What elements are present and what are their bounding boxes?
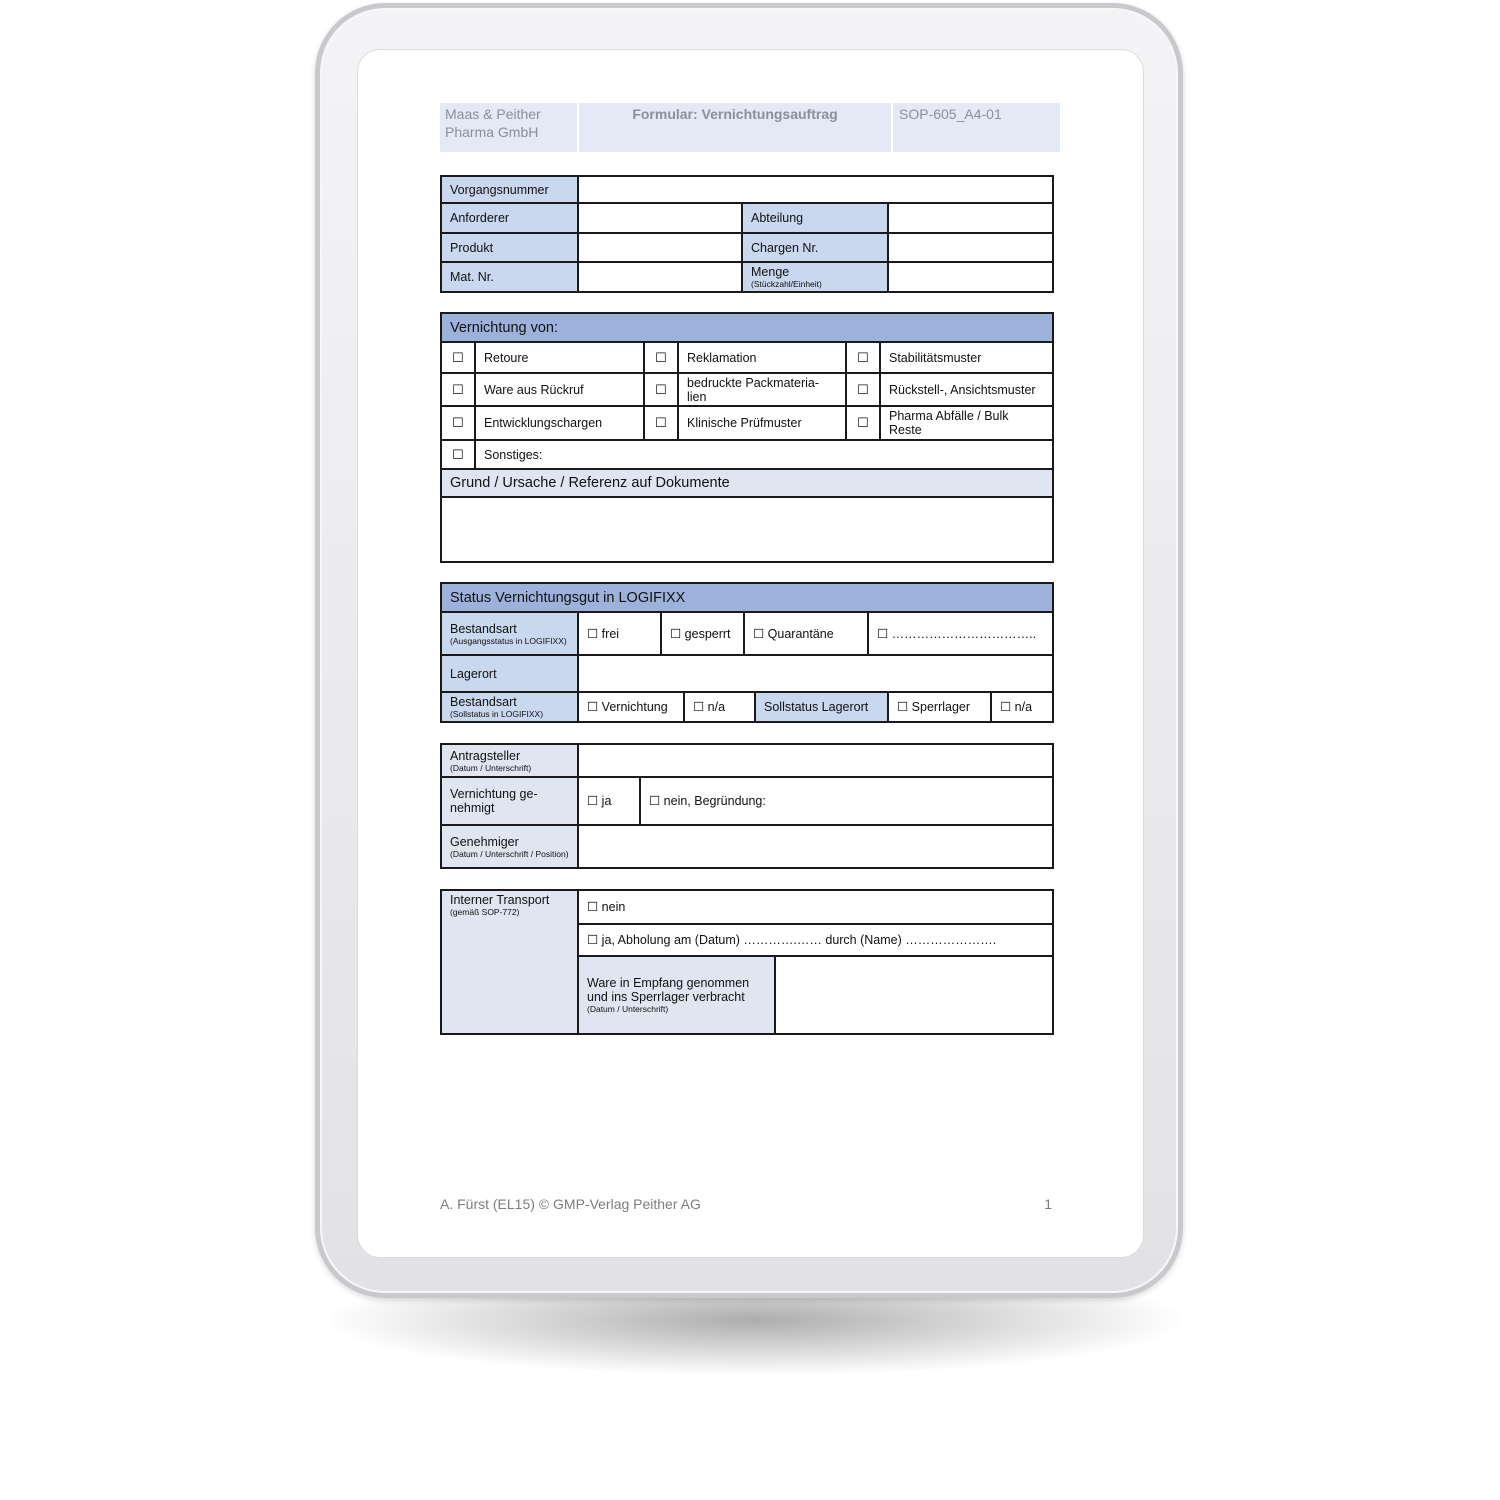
rueckruf-label: Ware aus Rückruf <box>475 373 644 406</box>
ware-empfang-label: Ware in Empfang genommen und ins Sperrlager verbracht (Datum / Unterschrift) <box>578 956 775 1034</box>
rueckstellmuster-checkbox[interactable]: ☐ <box>846 373 880 406</box>
status-logifixx-table <box>440 582 1054 723</box>
chargen-nr-field[interactable] <box>888 233 1053 262</box>
na-option[interactable]: ☐ n/a <box>684 692 755 722</box>
sonstiges-field[interactable]: Sonstiges: <box>475 440 1053 469</box>
menge-field[interactable] <box>888 262 1053 292</box>
na2-option[interactable]: ☐ n/a <box>991 692 1053 722</box>
mat-nr-label: Mat. Nr. <box>441 262 578 292</box>
grund-field[interactable] <box>441 497 1053 562</box>
genehmiger-field[interactable] <box>578 825 1053 868</box>
produkt-label: Produkt <box>441 233 578 262</box>
packmaterialien-label: bedruckte Packmateria-lien <box>678 373 846 406</box>
document-header <box>440 103 1060 152</box>
entwicklungschargen-checkbox[interactable]: ☐ <box>441 406 475 440</box>
grund-heading: Grund / Ursache / Referenz auf Dokumente <box>441 469 1053 497</box>
pruefmuster-label: Klinische Prüfmuster <box>678 406 846 440</box>
abteilung-field[interactable] <box>888 203 1053 233</box>
retoure-checkbox[interactable]: ☐ <box>441 342 475 373</box>
rueckstellmuster-label: Rückstell-, Ansichtsmuster <box>880 373 1053 406</box>
transport-ja-abholung-option[interactable]: ☐ ja, Abholung am (Datum) ………….…… durch (Name) …………………. <box>578 924 1053 956</box>
rueckruf-checkbox[interactable]: ☐ <box>441 373 475 406</box>
approval-table <box>440 743 1054 869</box>
stabilitaetsmuster-label: Stabilitätsmuster <box>880 342 1053 373</box>
sollstatus-lagerort-label: Sollstatus Lagerort <box>755 692 888 722</box>
vernichtung-heading: Vernichtung von: <box>441 313 1053 342</box>
vernichtung-option[interactable]: ☐ Vernichtung <box>578 692 684 722</box>
other-status-option[interactable]: ☐ …………………………….. <box>868 612 1053 655</box>
vorgangsnummer-field[interactable] <box>578 176 1053 203</box>
pharma-abfaelle-checkbox[interactable]: ☐ <box>846 406 880 440</box>
packmaterialien-checkbox[interactable]: ☐ <box>644 373 678 406</box>
reklamation-checkbox[interactable]: ☐ <box>644 342 678 373</box>
company-name: Maas & Peither Pharma GmbH <box>440 103 577 152</box>
bestandsart-ausgang-label: Bestandsart (Ausgangsstatus in LOGIFIXX) <box>441 612 578 655</box>
status-heading: Status Vernichtungsgut in LOGIFIXX <box>441 583 1053 612</box>
document-id: SOP-605_A4-01 <box>893 103 1060 152</box>
antragsteller-field[interactable] <box>578 744 1053 777</box>
retoure-label: Retoure <box>475 342 644 373</box>
vernichtung-table <box>440 312 1054 563</box>
ware-empfang-field[interactable] <box>775 956 1053 1034</box>
produkt-field[interactable] <box>578 233 742 262</box>
bestandsart-soll-label: Bestandsart (Sollstatus in LOGIFIXX) <box>441 692 578 722</box>
pruefmuster-checkbox[interactable]: ☐ <box>644 406 678 440</box>
vernichtung-genehmigt-label: Vernichtung ge-nehmigt <box>441 777 578 825</box>
gesperrt-option[interactable]: ☐ gesperrt <box>661 612 744 655</box>
ja-option[interactable]: ☐ ja <box>578 777 640 825</box>
anforderer-label: Anforderer <box>441 203 578 233</box>
entwicklungschargen-label: Entwicklungschargen <box>475 406 644 440</box>
page-number: 1 <box>1044 1196 1052 1212</box>
frei-option[interactable]: ☐ frei <box>578 612 661 655</box>
transport-table <box>440 889 1054 1035</box>
genehmiger-label: Genehmiger (Datum / Unterschrift / Position) <box>441 825 578 868</box>
menge-label: Menge (Stückzahl/Einheit) <box>742 262 888 292</box>
anforderer-field[interactable] <box>578 203 742 233</box>
order-details-table <box>440 175 1054 293</box>
lagerort-field[interactable] <box>578 655 1053 692</box>
antragsteller-label: Antragsteller (Datum / Unterschrift) <box>441 744 578 777</box>
form-title: Formular: Vernichtungsauftrag <box>579 103 891 152</box>
copyright-text: A. Fürst (EL15) © GMP-Verlag Peither AG <box>440 1196 701 1212</box>
pharma-abfaelle-label: Pharma Abfälle / Bulk Reste <box>880 406 1053 440</box>
sonstiges-checkbox[interactable]: ☐ <box>441 440 475 469</box>
stabilitaetsmuster-checkbox[interactable]: ☐ <box>846 342 880 373</box>
nein-begruendung-option[interactable]: ☐ nein, Begründung: <box>640 777 1053 825</box>
abteilung-label: Abteilung <box>742 203 888 233</box>
mat-nr-field[interactable] <box>578 262 742 292</box>
reklamation-label: Reklamation <box>678 342 846 373</box>
vorgangsnummer-label: Vorgangsnummer <box>441 176 578 203</box>
sperrlager-option[interactable]: ☐ Sperrlager <box>888 692 991 722</box>
lagerort-label: Lagerort <box>441 655 578 692</box>
document-footer <box>440 1196 1052 1212</box>
quarantaene-option[interactable]: ☐ Quarantäne <box>744 612 868 655</box>
transport-nein-option[interactable]: ☐ nein <box>578 890 1053 924</box>
interner-transport-label: Interner Transport (gemäß SOP-772) <box>441 890 578 1034</box>
chargen-nr-label: Chargen Nr. <box>742 233 888 262</box>
